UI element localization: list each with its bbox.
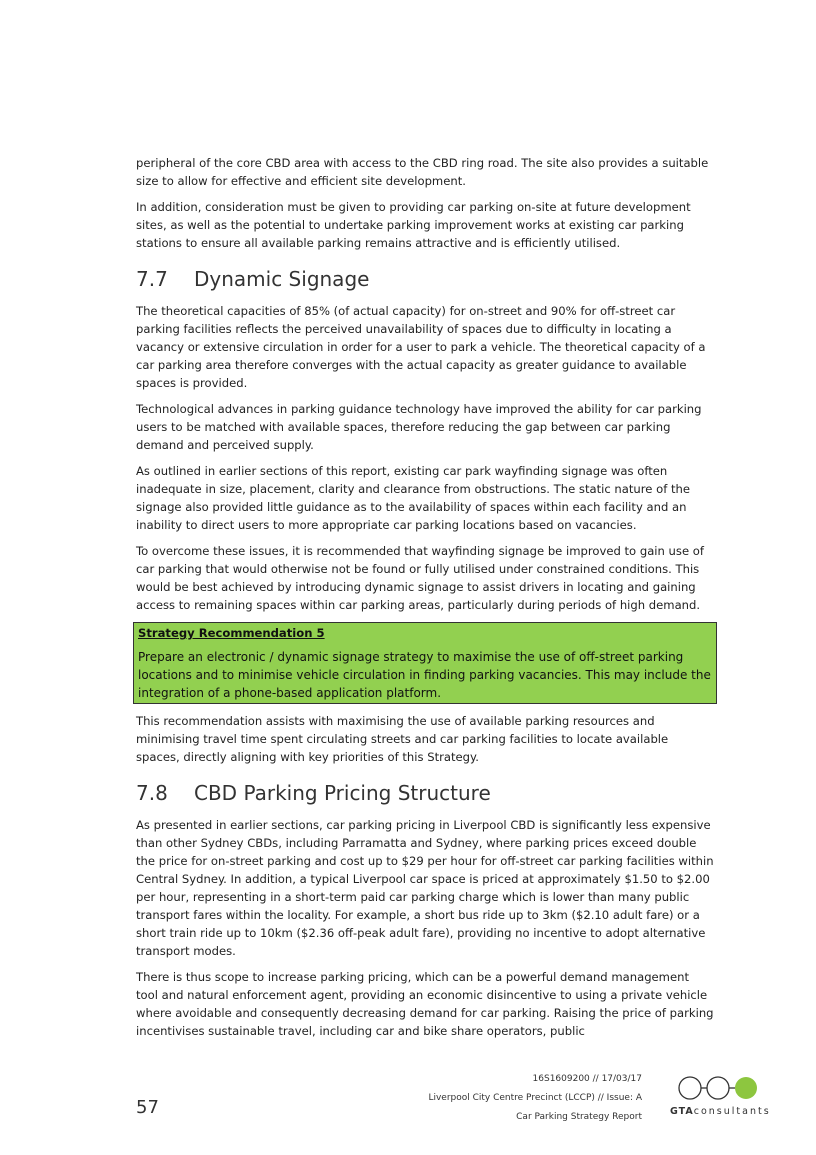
recommendation-text: Prepare an electronic / dynamic signage strategy to maximise the use of off-street parking locations and to minimise vehicle circulation in finding parking vacancies. This may include the integration of a phone-based application platform.	[138, 650, 711, 700]
logo-wordmark-light: consultants	[693, 1106, 771, 1117]
intro-paragraph-2: In addition, consideration must be given to providing car parking on-site at future development sites, as well as the potential to undertake parking improvement works at existing car parking stations to ensure all available parking remains attractive and is efficiently utilised.	[136, 200, 691, 250]
gta-logo	[670, 1074, 774, 1122]
intro-paragraph-1: peripheral of the core CBD area with access to the CBD ring road. The site also provides a suitable size to allow for effective and efficient site development.	[136, 156, 709, 188]
page-number: 57	[136, 1097, 159, 1118]
strategy-recommendation-box	[133, 622, 717, 704]
section-7-7-after-recommendation: This recommendation assists with maximising the use of available parking resources and minimising travel time spent circulating streets and car parking facilities to locate available spaces, directly aligning with key priorities of this Strategy.	[136, 714, 669, 764]
section-title: CBD Parking Pricing Structure	[194, 781, 491, 805]
footer-project: Liverpool City Centre Precinct (LCCP) // Issue: A	[428, 1093, 642, 1103]
logo-wordmark	[670, 1106, 771, 1117]
page-content	[136, 154, 714, 1048]
section-number: 7.7	[136, 267, 168, 291]
recommendation-title: Strategy Recommendation 5	[138, 626, 325, 640]
logo-wordmark-bold: GTA	[670, 1106, 694, 1117]
section-7-8-paragraph-2: There is thus scope to increase parking pricing, which can be a powerful demand management tool and natural enforcement agent, providing an economic disincentive to using a private vehicle where avoidable and consequently decreasing demand for car parking. Raising the price of parking incentivises sustainable travel, including car and bike share operators, public	[136, 970, 714, 1038]
section-7-7-paragraph-1: The theoretical capacities of 85% (of actual capacity) for on-street and 90% for off-street car parking facilities reflects the perceived unavailability of spaces due to difficulty in locating a vacancy or extensive circulation in order for a user to park a vehicle. The theoretical capacity of a car parking area therefore converges with the actual capacity as greater guidance to available spaces is provided.	[136, 304, 706, 390]
section-title: Dynamic Signage	[194, 267, 370, 291]
footer-ref: 16S1609200 // 17/03/17	[532, 1074, 642, 1084]
logo-circles-icon	[676, 1074, 766, 1102]
footer-report: Car Parking Strategy Report	[516, 1112, 642, 1122]
section-heading-7-8	[136, 780, 714, 806]
section-7-8-paragraph-1: As presented in earlier sections, car parking pricing in Liverpool CBD is significantly less expensive than other Sydney CBDs, including Parramatta and Sydney, where parking prices exceed double the price for on-street parking and cost up to $29 per hour for off-street car parking facilities within Central Sydney. In addition, a typical Liverpool car space is priced at approximately $1.50 to $2.00 per hour, representing in a short-term paid car parking charge which is lower than many public transport fares within the locality. For example, a short bus ride up to 3km ($2.10 adult fare) or a short train ride up to 10km ($2.36 off-peak adult fare), providing no incentive to adopt alternative transport modes.	[136, 818, 714, 958]
section-heading-7-7	[136, 266, 714, 292]
section-7-7-paragraph-4: To overcome these issues, it is recommended that wayfinding signage be improved to gain use of car parking that would otherwise not be found or fully utilised under constrained conditions. This would be best achieved by introducing dynamic signage to assist drivers in locating and gaining access to remaining spaces within car parking areas, particularly during periods of high demand.	[136, 544, 704, 612]
section-7-7-paragraph-3: As outlined in earlier sections of this report, existing car park wayfinding signage was often inadequate in size, placement, clarity and clearance from obstructions. The static nature of the signage also provided little guidance as to the availability of spaces within each facility and an inability to direct users to more appropriate car parking locations based on vacancies.	[136, 464, 690, 532]
footer-metadata	[428, 1070, 642, 1127]
section-7-7-paragraph-2: Technological advances in parking guidance technology have improved the ability for car parking users to be matched with available spaces, therefore reducing the gap between car parking demand and perceived supply.	[136, 402, 702, 452]
section-number: 7.8	[136, 781, 168, 805]
